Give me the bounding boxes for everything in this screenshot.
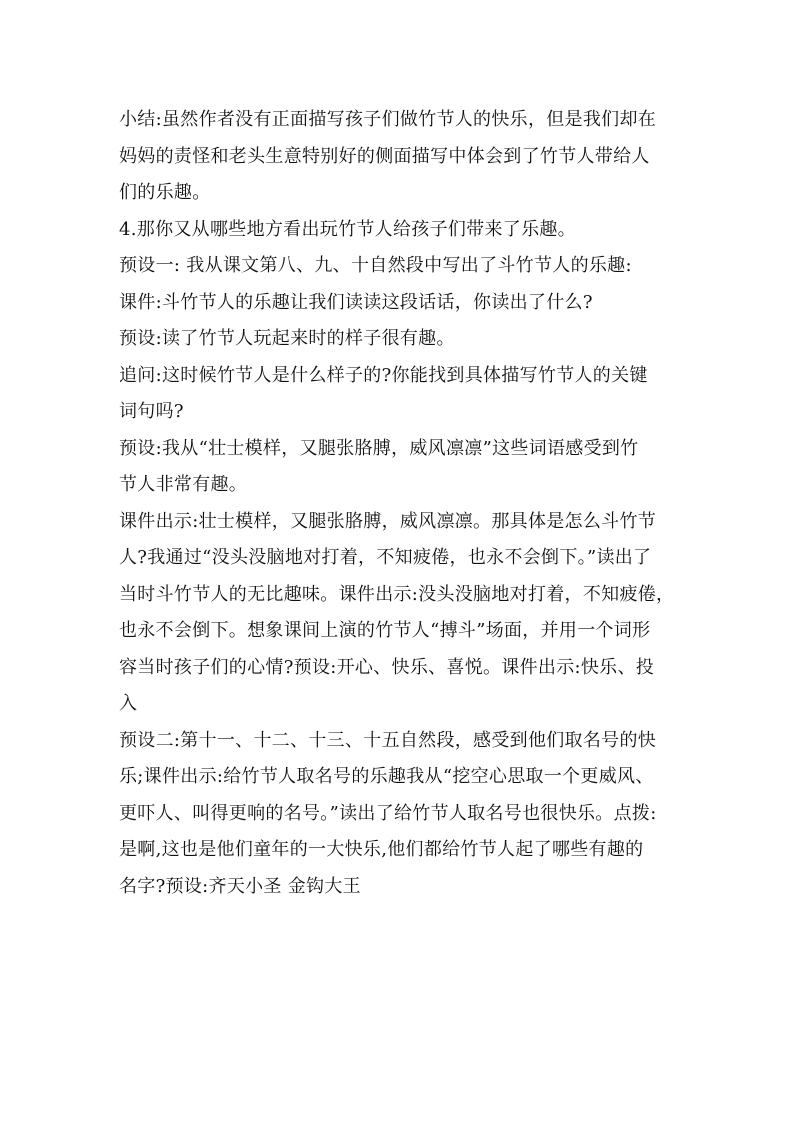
text-line: 当时斗竹节人的无比趣味。课件出示:没头没脑地对打着，不知疲倦， bbox=[119, 583, 675, 605]
text-line: 词句吗? bbox=[119, 401, 184, 422]
text-line: 人?我通过“没头没脑地对打着，不知疲倦，也永不会倒下。”读出了 bbox=[119, 547, 652, 568]
text-line: 预设:读了竹节人玩起来时的样子很有趣。 bbox=[119, 328, 455, 349]
text-line: 名字?预设:齐天小圣 金钩大王 bbox=[119, 875, 361, 897]
text-line: 预设二:第十一、十二、十三、十五自然段，感受到他们取名号的快 bbox=[119, 729, 657, 751]
text-line: 预设一: 我从课文第八、九、十自然段中写出了斗竹节人的乐趣: bbox=[119, 255, 632, 276]
text-line: 们的乐趣。 bbox=[119, 182, 211, 203]
text-line: 课件:斗竹节人的乐趣让我们读读这段话话，你读出了什么? bbox=[119, 291, 593, 313]
text-line: 入 bbox=[119, 693, 138, 714]
text-line: 小结:虽然作者没有正面描写孩子们做竹节人的快乐，但是我们却在 bbox=[119, 109, 657, 130]
text-line: 追问:这时候竹节人是什么样子的?你能找到具体描写竹节人的关键 bbox=[119, 364, 648, 386]
text-line: 课件出示:壮士模样，又腿张胳膊，威风凛凛。那具体是怎么斗竹节 bbox=[119, 510, 657, 532]
text-line: 也永不会倒下。想象课间上演的竹节人“搏斗”场面，并用一个词形 bbox=[119, 620, 651, 641]
text-line: 更吓人、叫得更响的名号。”读出了给竹节人取名号也很快乐。点拨: bbox=[119, 802, 657, 824]
document-body bbox=[119, 102, 679, 905]
text-line: 是啊,这也是他们童年的一大快乐,他们都给竹节人起了哪些有趣的 bbox=[119, 839, 644, 860]
text-line: 4.那你又从哪些地方看出玩竹节人给孩子们带来了乐趣。 bbox=[119, 218, 576, 240]
text-line: 容当时孩子们的心情?预设:开心、快乐、喜悦。课件出示:快乐、投 bbox=[119, 656, 655, 678]
text-line: 乐;课件出示:给竹节人取名号的乐趣我从“挖空心思取一个更威风、 bbox=[119, 766, 654, 787]
text-line: 节人非常有趣。 bbox=[119, 474, 248, 495]
text-line: 预设:我从“壮士模样，又腿张胳膊，威风凛凛”这些词语感受到竹 bbox=[119, 437, 639, 459]
text-line: 妈妈的责怪和老头生意特别好的侧面描写中体会到了竹节人带给人 bbox=[119, 145, 650, 167]
